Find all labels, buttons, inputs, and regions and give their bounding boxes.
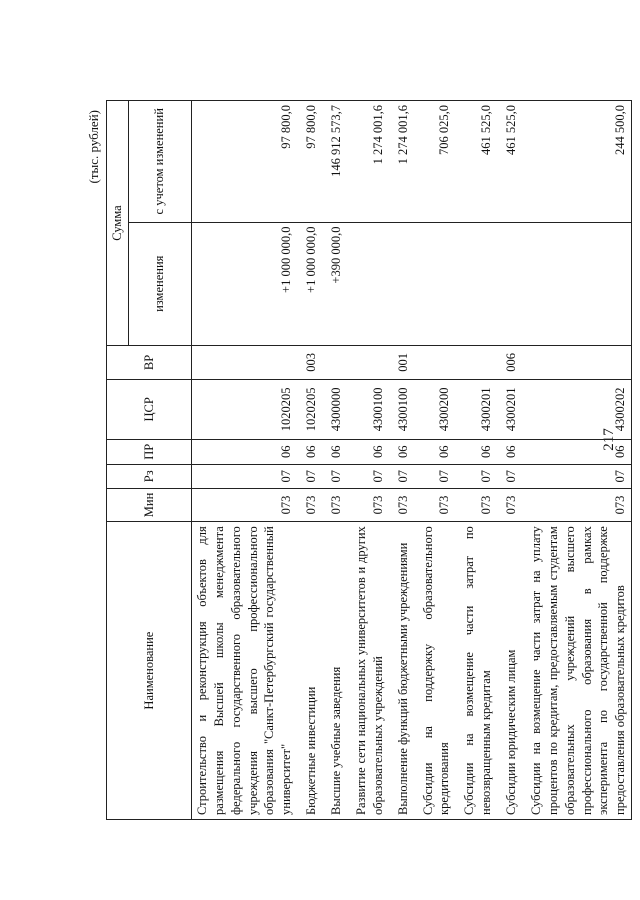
row-rz: 07 [389,464,414,488]
header-min: Мин [107,488,192,522]
row-pr: 06 [297,439,322,464]
row-name: Развитие сети национальных университетов и других образовательных учреждений [347,522,389,820]
header-changes: изменения [128,222,191,345]
table-row [497,101,522,820]
row-rz: 07 [191,464,297,488]
row-with-changes: 146 912 573,7 [322,101,347,223]
row-pr: 06 [522,439,632,464]
row-csr: 4300202 [522,379,632,439]
row-vr [522,345,632,379]
header-name: Наименование [107,522,192,820]
header-csr: ЦСР [107,379,192,439]
row-pr: 06 [497,439,522,464]
row-changes [455,222,497,345]
row-csr: 4300100 [347,379,389,439]
row-vr [191,345,297,379]
table-row [191,101,297,820]
budget-table [106,100,632,820]
header-sum: Сумма [107,101,129,346]
row-min: 073 [414,488,456,522]
row-csr: 4300100 [389,379,414,439]
row-vr: 006 [497,345,522,379]
row-vr [414,345,456,379]
row-vr [347,345,389,379]
row-changes [522,222,632,345]
row-rz: 07 [297,464,322,488]
row-vr: 001 [389,345,414,379]
row-vr [455,345,497,379]
row-min: 073 [455,488,497,522]
row-csr: 4300200 [414,379,456,439]
table-row [347,101,389,820]
row-min: 073 [522,488,632,522]
row-rz: 07 [455,464,497,488]
header-vr: ВР [107,345,192,379]
row-csr: 1020205 [297,379,322,439]
units-label: (тыс. рублей) [86,110,101,184]
row-rz: 07 [322,464,347,488]
row-min: 073 [497,488,522,522]
row-vr: 003 [297,345,322,379]
row-changes: +1 000 000,0 [297,222,322,345]
row-name: Высшие учебные заведения [322,522,347,820]
row-changes: +390 000,0 [322,222,347,345]
table-row [322,101,347,820]
row-pr: 06 [414,439,456,464]
header-pr: ПР [107,439,192,464]
row-rz: 07 [414,464,456,488]
row-with-changes: 461 525,0 [455,101,497,223]
row-pr: 06 [322,439,347,464]
row-pr: 06 [347,439,389,464]
row-name: Субсидии на возмещение части затрат на уплату процентов по кредитам, предоставляемым студентам образовательных учреждений высшего профессионального образования в рамках эксперимента по государственной поддержке предоставления образовательных кредитов [522,522,632,820]
table-row [455,101,497,820]
row-name: Субсидии на возмещение части затрат по невозвращенным кредитам [455,522,497,820]
row-pr: 06 [191,439,297,464]
row-pr: 06 [455,439,497,464]
row-changes [497,222,522,345]
row-changes: +1 000 000,0 [191,222,297,345]
header-rz: Рз [107,464,192,488]
row-changes [414,222,456,345]
header-with-changes: с учетом изменений [128,101,191,223]
row-rz: 07 [497,464,522,488]
row-min: 073 [191,488,297,522]
row-pr: 06 [389,439,414,464]
row-changes [347,222,389,345]
row-name: Выполнение функций бюджетными учреждениями [389,522,414,820]
table-row [414,101,456,820]
row-min: 073 [347,488,389,522]
row-min: 073 [389,488,414,522]
row-with-changes: 97 800,0 [297,101,322,223]
row-name: Строительство и реконструкция объектов для размещения Высшей школы менеджмента федерального государственного образовательного учреждения высшего профессионального образования "Санкт-Петербургский государственный университет" [191,522,297,820]
row-csr: 4300201 [497,379,522,439]
row-with-changes: 706 025,0 [414,101,456,223]
row-with-changes: 1 274 001,6 [389,101,414,223]
row-rz: 07 [347,464,389,488]
row-changes [389,222,414,345]
page-number: 217 [600,428,617,451]
table-row [389,101,414,820]
row-vr [322,345,347,379]
row-csr: 4300201 [455,379,497,439]
row-min: 073 [297,488,322,522]
row-with-changes: 1 274 001,6 [347,101,389,223]
row-csr: 1020205 [191,379,297,439]
row-rz: 07 [522,464,632,488]
row-name: Субсидии юридическим лицам [497,522,522,820]
table-row [297,101,322,820]
table-row [522,101,632,820]
row-name: Субсидии на поддержку образовательного кредитования [414,522,456,820]
row-name: Бюджетные инвестиции [297,522,322,820]
row-with-changes: 461 525,0 [497,101,522,223]
row-min: 073 [322,488,347,522]
row-csr: 4300000 [322,379,347,439]
row-with-changes: 97 800,0 [191,101,297,223]
row-with-changes: 244 500,0 [522,101,632,223]
